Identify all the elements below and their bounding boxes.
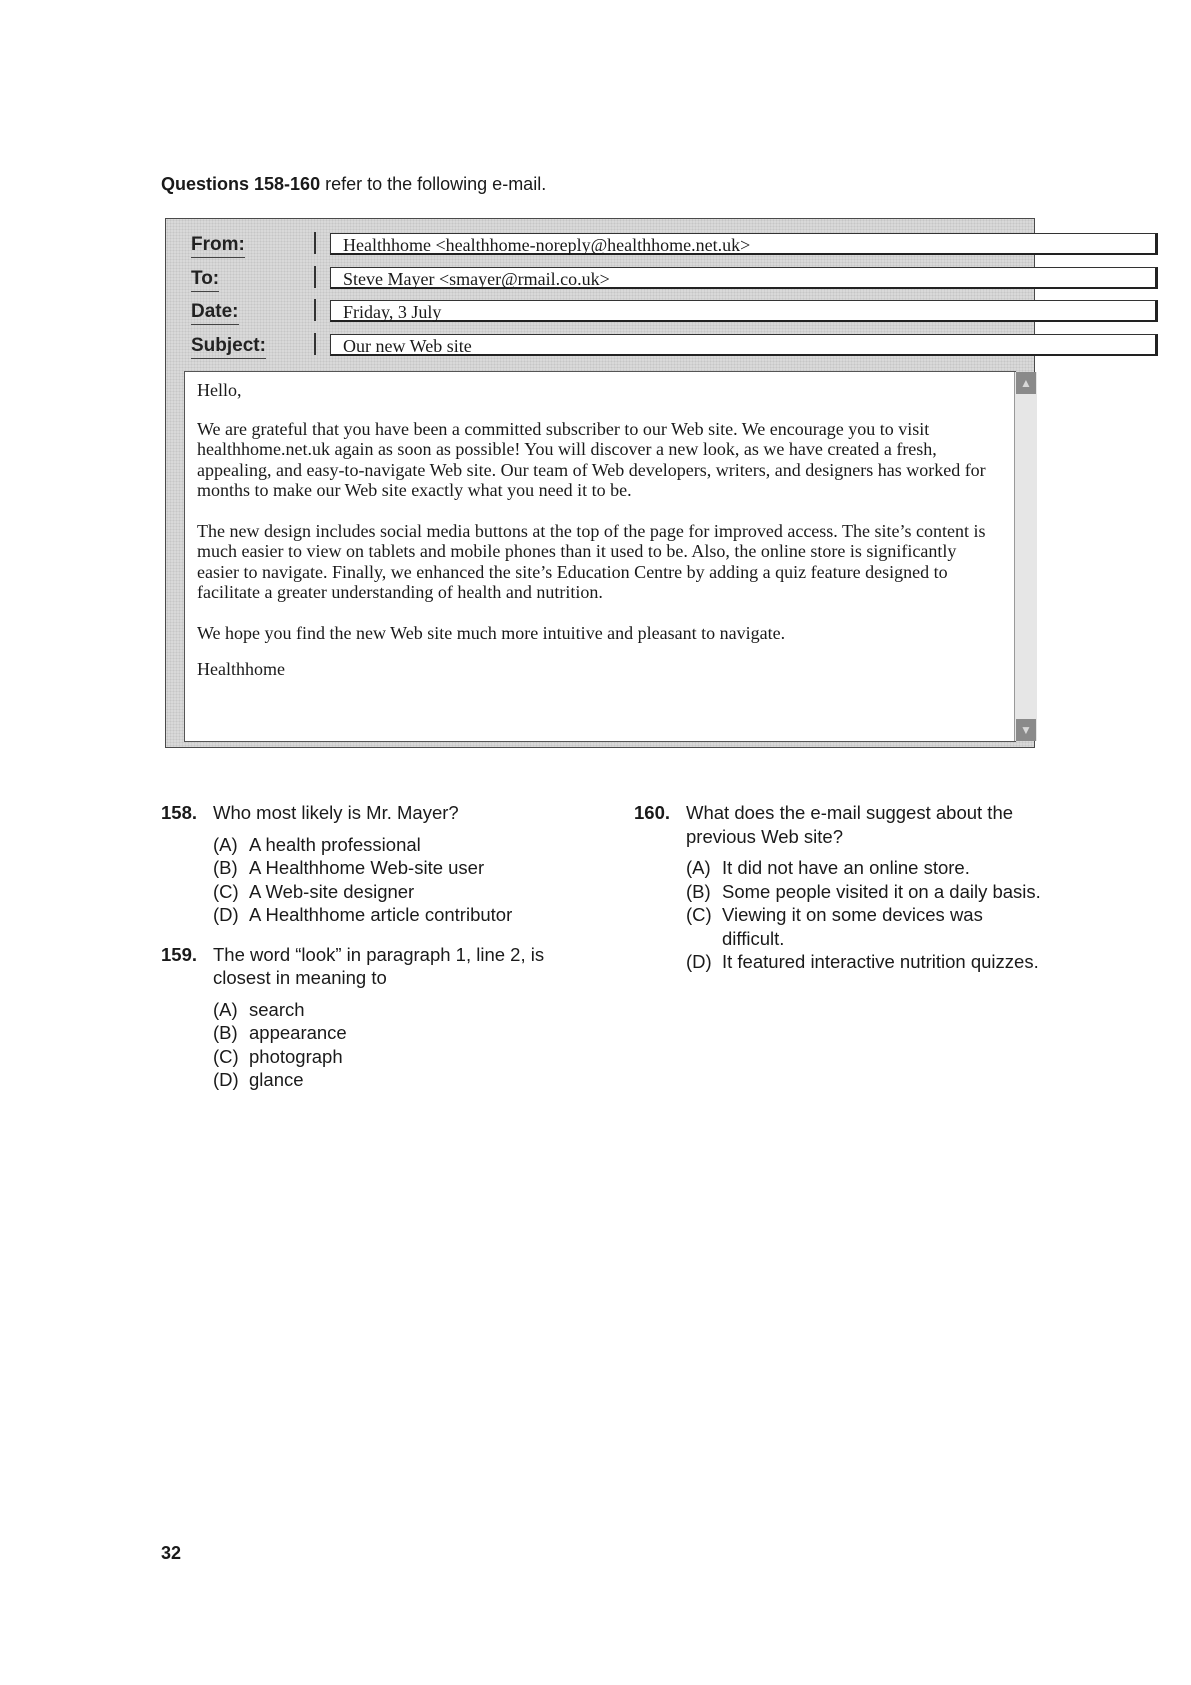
email-body[interactable] (184, 371, 1032, 742)
scroll-down-arrow-icon[interactable]: ▼ (1016, 719, 1036, 741)
answer-option[interactable]: (D) A Healthhome article contributor (213, 904, 513, 925)
date-field[interactable]: Friday, 3 July (330, 300, 1158, 322)
answer-option[interactable]: (C) Viewing it on some devices was difficult. (686, 904, 983, 949)
answer-option[interactable]: (B) appearance (213, 1022, 347, 1043)
answer-option[interactable]: (D) It featured interactive nutrition quizzes. (686, 951, 1039, 972)
header-divider (314, 299, 316, 321)
email-greeting: Hello, (197, 380, 242, 400)
questions-intro (161, 174, 546, 195)
subject-label: Subject: (191, 335, 266, 359)
email-body-text (197, 380, 997, 700)
header-divider (314, 232, 316, 254)
questions-right-column (634, 801, 1064, 990)
question-text: What does the e-mail suggest about the previous Web site? (686, 802, 1014, 847)
question-number: 159. (161, 943, 198, 965)
answer-option[interactable]: (C) A Web-site designer (213, 880, 415, 902)
page-number: 32 (161, 1543, 182, 1563)
email-window (165, 218, 1035, 748)
questions-left-column (161, 801, 591, 1108)
from-field[interactable]: Healthhome <healthhome-noreply@healthhome.net.uk> (330, 233, 1158, 255)
email-paragraph: The new design includes social media buttons at the top of the page for improved access. The site’s content is much easier to view on tablets and mobile phones than it used to be. Also, the online store is significantly easier to navigate. Finally, we enhanced the site’s Education Centre by adding a quiz feature designed to facilitate a greater understanding of health and nutrition. (197, 520, 986, 602)
answer-options (213, 833, 591, 927)
email-scrollbar[interactable] (1014, 372, 1037, 741)
question-number: 158. (161, 802, 198, 823)
date-label: Date: (191, 301, 239, 325)
question-text: Who most likely is Mr. Mayer? (213, 802, 459, 823)
answer-options (686, 856, 1064, 974)
email-paragraph: We hope you find the new Web site much more intuitive and pleasant to navigate. (197, 622, 786, 643)
question-158 (161, 801, 591, 927)
questions-range: Questions 158-160 (161, 174, 321, 194)
to-field[interactable]: Steve Mayer <smayer@rmail.co.uk> (330, 267, 1158, 289)
answer-option[interactable]: (A) search (213, 998, 305, 1020)
question-159 (161, 943, 591, 1092)
email-paragraph: We are grateful that you have been a committed subscriber to our Web site. We encourage you to visit healthhome.net.uk again as soon as possible! You will discover a new look, as we have created a fresh, appealing, and easy-to-navigate Web site. Our team of Web developers, writers, and designers has worked for months to make our Web site exactly what you need it to be. (197, 418, 986, 500)
answer-option[interactable]: (B) Some people visited it on a daily basis. (686, 880, 1041, 902)
answer-option[interactable]: (D) glance (213, 1069, 304, 1090)
email-signature: Healthhome (197, 659, 285, 679)
header-divider (314, 333, 316, 355)
answer-option[interactable]: (B) A Healthhome Web-site user (213, 857, 485, 878)
question-number: 160. (634, 802, 671, 823)
scroll-up-arrow-icon[interactable]: ▲ (1016, 372, 1036, 394)
header-divider (314, 266, 316, 288)
question-160 (634, 801, 1064, 974)
answer-option[interactable]: (C) photograph (213, 1045, 343, 1067)
answer-options (213, 998, 591, 1092)
subject-field[interactable]: Our new Web site (330, 334, 1158, 356)
answer-option[interactable]: (A) A health professional (213, 833, 421, 855)
from-label: From: (191, 234, 245, 258)
to-label: To: (191, 268, 219, 292)
answer-option[interactable]: (A) It did not have an online store. (686, 857, 970, 878)
question-text: The word “look” in paragraph 1, line 2, is closest in meaning to (213, 943, 545, 988)
questions-intro-text: refer to the following e-mail. (325, 174, 547, 194)
